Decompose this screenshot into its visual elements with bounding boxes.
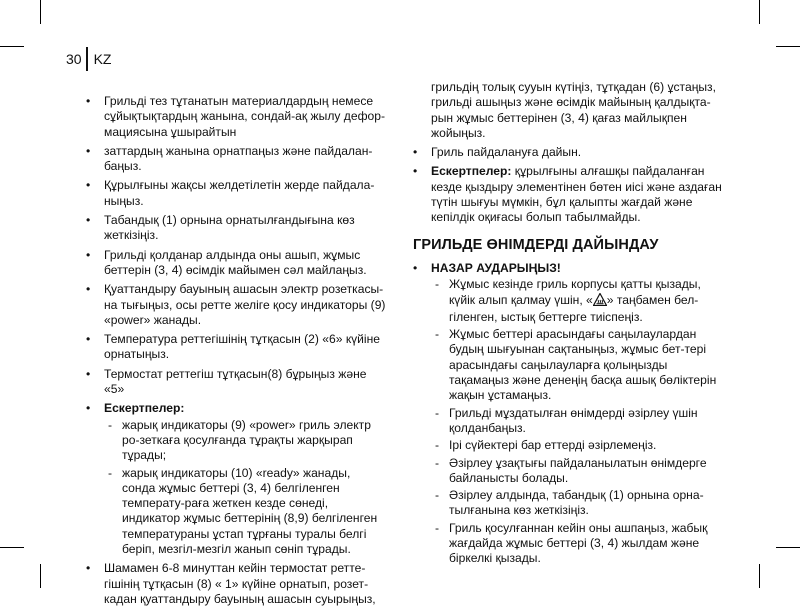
notes-title: Ескертпелер: [104, 401, 185, 416]
note-item [413, 164, 723, 225]
crop-mark [40, 564, 41, 588]
instruction-list [86, 94, 386, 607]
attention-subitem [431, 277, 723, 325]
language-code: KZ [93, 51, 112, 67]
crop-mark [759, 564, 760, 588]
left-column [86, 94, 386, 611]
notes-list [104, 418, 386, 558]
note-label: Ескертпелер: [431, 164, 512, 179]
note-text: құрылғыны алғашқы пайдаланған кезде қыздыру элементінен бөтен иісі және аздаған түтін шығуы мүмкін, бұл қалыпты жағдай және кепілдік оқиғасы болып табылмайды. [431, 164, 722, 225]
attention-subitem: - Әзірлеу ұзақтығы пайдаланылатын өнімдерге байланысты болады. [431, 456, 723, 487]
note-item: - жарық индикаторы (10) «ready» жанады, сонда жұмыс беттері (3, 4) белгіленген температу-раға жеткен кезде сөнеді, индикатор жұмыс беттерінің (8,9) белгіленген температураны ұстап тұрғаны туралы белгі беріп, мезгіл-мезгіл жанып сөніп тұрады. [104, 466, 386, 558]
attention-subitem: - Ірі сүйектері бар еттерді әзірлемеңіз. [431, 438, 723, 453]
page-number: 30 [66, 51, 82, 67]
attention-subitem: - Грильді мұздатылған өнімдерді әзірлеу үшін қолданбаңыз. [431, 406, 723, 437]
attention-subitem: - Әзірлеу алдында, табандық (1) орнына орна-тылғанына көз жеткізіңіз. [431, 488, 723, 519]
right-column [413, 80, 723, 571]
page-header [66, 46, 111, 72]
crop-mark [759, 0, 760, 24]
list-item: • Температура реттегішінің тұтқасын (2) «6» күйіне орнатыңыз. [86, 332, 386, 363]
crop-mark [0, 547, 24, 548]
attention-title: НАЗАР АУДАРЫҢЫЗ! [431, 260, 561, 275]
list-item: • Қуаттандыру бауының ашасын электр розеткасы-на тығыңыз, осы ретте желіге қосу индикаторы (9) «power» жанады. [86, 282, 386, 328]
list-item: • Грильді қолданар алдында оны ашып, жұмыс беттерін (3, 4) өсімдік майымен сәл майлаңыз. [86, 248, 386, 279]
attention-list [413, 261, 723, 567]
list-item: • Грильді тез тұтанатын материалдардың немесе сұйықтықтардың жанына, сондай-ақ жылу дефор-мациясына ұшырайтын [86, 94, 386, 140]
attention-text-start: Жұмыс кезінде гриль корпусы қатты қызады, күйік алып қалмау үшін, « [449, 277, 701, 307]
usage-list [413, 145, 723, 225]
note-item: - жарық индикаторы (9) «power» гриль электр ро-зеткаға қосулғанда тұрақты жарқырап тұрады; [104, 418, 386, 464]
crop-mark [40, 0, 41, 24]
list-item: • Гриль пайдалануға дайын. [413, 145, 723, 160]
crop-mark [0, 46, 24, 47]
header-divider [86, 47, 88, 71]
notes-item [86, 401, 386, 557]
hot-surface-warning-icon [593, 293, 607, 310]
attention-subitem: - Гриль қосулғаннан кейін оны ашпаңыз, жабық жағдайда жұмыс беттері (3, 4) жылдам және біркелкі қызады. [431, 521, 723, 567]
crop-mark [776, 547, 800, 548]
crop-mark [776, 46, 800, 47]
list-item: • Құрылғыны жақсы желдетілетін жерде пайдала-ныңыз. [86, 178, 386, 209]
attention-text-end: » таңбамен бел-гіленген, ыстық беттерге тиіспеңіз. [449, 292, 699, 324]
list-item: • Табандық (1) орнына орнатылғандығына көз жеткізіңіз. [86, 213, 386, 244]
list-item: • Шамамен 6-8 минуттан кейін термостат ретте-гішінің тұтқасын (8) « 1» күйіне орнатып, розет-кадан қуаттандыру бауының ашасын суырыңыз, [86, 561, 386, 607]
list-item: • Термостат реттегіш тұтқасын(8) бұрыңыз және «5» [86, 367, 386, 398]
section-title: ГРИЛЬДЕ ӨНІМДЕРДІ ДАЙЫНДАУ [413, 236, 659, 253]
attention-subitem: - Жұмыс беттері арасындағы саңылаулардан будың шығуынан сақтаныңыз, жұмыс бет-тері арасындағы саңылауларға қолыңызды тақамаңыз және денеңің басқа ашық бөліктерін жақын ұстамаңыз. [431, 327, 723, 403]
attention-item [413, 261, 723, 567]
continuation-text: грильдің толық сууын күтіңіз, тұтқадан (6) ұстаңыз, грильді ашыңыз және өсімдік майының қалдықта-рын жұмыс беттерінен (3, 4) қағаз майлықпен жойыңыз. [431, 80, 716, 140]
list-item: • заттардың жанына орнатпаңыз және пайдалан-баңыз. [86, 144, 386, 175]
attention-sublist [431, 277, 723, 566]
